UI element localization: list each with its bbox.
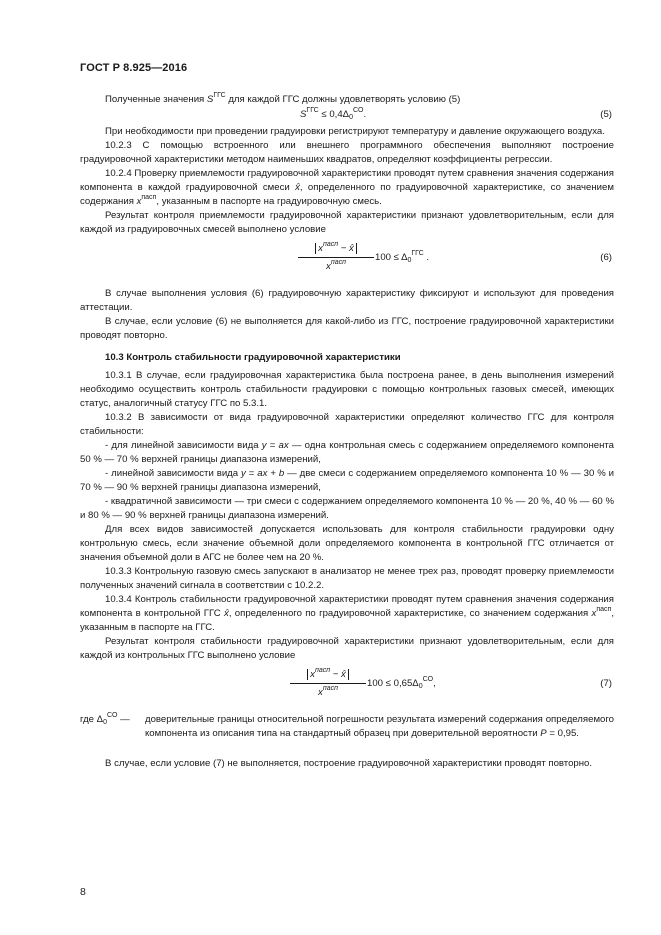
- equation-6-numerator: $x^{пасп}$ − x̂: [315, 243, 357, 254]
- equation-7-fraction: [290, 668, 366, 700]
- equation-7-denominator: $x^{пасп}$: [318, 685, 338, 698]
- equation-5-body: $S^{ГГС} \le 0,4\Delta_0^{CO}$.: [300, 107, 367, 121]
- paragraph-10-2-3: 10.2.3 С помощью встроенного или внешнего программного обеспечения выполняют построение градуировочной характеристики методом наименьших квадратов, определяют коэффициенты регрессии.: [80, 140, 614, 165]
- document-header: ГОСТ Р 8.925—2016: [80, 62, 188, 74]
- paragraph-repeat-1: В случае, если условие (6) не выполняется для какой-либо из ГГС, построение градуировочной характеристики проводят повторно.: [80, 316, 614, 341]
- equation-7: [80, 667, 614, 707]
- equation-6-denominator: $x^{пасп}$: [326, 259, 346, 272]
- paragraph-fix: В случае выполнения условия (6) градуировочную характеристику фиксируют и используют для проведения аттестации.: [80, 288, 614, 313]
- paragraph-repeat-2: В случае, если условие (7) не выполняется, построение градуировочной характеристики проводят повторно.: [105, 758, 593, 769]
- where-text: доверительные границы относительной погрешности результата измерений содержания определяемого компонента из описания типа на стандартный образец при доверительной вероятности P = 0,95.: [145, 714, 614, 739]
- equation-5: [80, 108, 614, 123]
- page-number: 8: [80, 886, 86, 898]
- paragraph-10-2-4: 10.2.4 Проверку приемлемости градуировочной характеристики проводят путем сравнения значения содержания компонента в каждой градуировочной смеси x̂, определенного по градуировочной характеристике, со значением содержания $x^{пасп}$, указанным в паспорте на градуировочную смесь.: [80, 168, 614, 207]
- equation-7-numerator: $x^{пасп}$ − x̂: [307, 669, 349, 680]
- equation-6-number: (6): [600, 252, 612, 263]
- list-item-quadratic: - квадратичной зависимости — три смеси с содержанием определяемого компонента 10 % — 20 %, 40 % — 60 % и 80 % — 90 % верхней границы диапазона измерений.: [80, 496, 614, 521]
- paragraph-result-stability: Результат контроля стабильности градуировочной характеристики признают удовлетворительным, если для каждой из контрольных ГГС выполнено условие: [80, 636, 614, 661]
- equation-6-rest: $100 \le \Delta_0^{ГГС}$ .: [375, 250, 430, 264]
- equation-6: [80, 241, 614, 281]
- equation-7-rest: $100 \le 0,65\Delta_0^{CO}$,: [367, 676, 436, 690]
- paragraph-10-3-4: 10.3.4 Контроль стабильности градуировочной характеристики проводят путем сравнения значения содержания компонента в контрольной ГГС x̂, определенного по градуировочной характеристике, со значением содержания $x^{пасп}$, указанным в паспорте на ГГС.: [80, 594, 614, 633]
- paragraph-temperature: При необходимости при проведении градуировки регистрируют температуру и давление окружающего воздуха.: [105, 126, 605, 137]
- list-item-linear: - для линейной зависимости вида y = ax — одна контрольная смесь с содержанием определяемого компонента 50 % — 70 % верхней границы диапазона измерений,: [80, 440, 614, 465]
- where-clause: [80, 713, 614, 757]
- document-body: [80, 93, 614, 771]
- equation-6-fraction: [298, 242, 374, 274]
- equation-5-number: (5): [600, 109, 612, 120]
- equation-7-number: (7): [600, 678, 612, 689]
- paragraph-10-3-3: 10.3.3 Контрольную газовую смесь запускают в анализатор не менее трех раз, проводят проверку приемлемости полученных значений сигнала в соответствии с 10.2.2.: [80, 566, 614, 591]
- paragraph-intro: [80, 93, 614, 107]
- paragraph-result-acceptability: Результат контроля приемлемости градуировочной характеристики признают удовлетворительным, если для каждой из градуировочных смесей выполнено условие: [80, 210, 614, 235]
- paragraph-10-3-2: 10.3.2 В зависимости от вида градуировочной характеристики определяют количество ГГС для контроля стабильности:: [80, 412, 614, 437]
- where-label: где $\Delta_0^{CO}$ —: [80, 712, 130, 726]
- paragraph-10-3-1: 10.3.1 В случае, если градуировочная характеристика была построена ранее, в день выполнения измерений необходимо осуществить контроль стабильности градуировки с помощью контрольных газовых смесей, имеющих статус, аналогичный статусу ГГС по 5.3.1.: [80, 370, 614, 409]
- paragraph-all-kinds: Для всех видов зависимостей допускается использовать для контроля стабильности градуировки одну контрольную смесь, если значение объемной доли определяемого компонента в контрольной ГГС отличается от значения объемной доли в АГС не более чем на 20 %.: [80, 524, 614, 563]
- list-item-linear-offset: - линейной зависимости вида y = ax + b — две смеси с содержанием определяемого компонента 10 % — 30 % и 70 % — 90 % верхней границы диапазона измерений,: [80, 468, 615, 493]
- section-heading-10-3: 10.3 Контроль стабильности градуировочной характеристики: [105, 352, 401, 363]
- intro-text: Полученные значения $S^{ГГС}$ для каждой ГГС должны удовлетворять условию (5): [105, 92, 461, 105]
